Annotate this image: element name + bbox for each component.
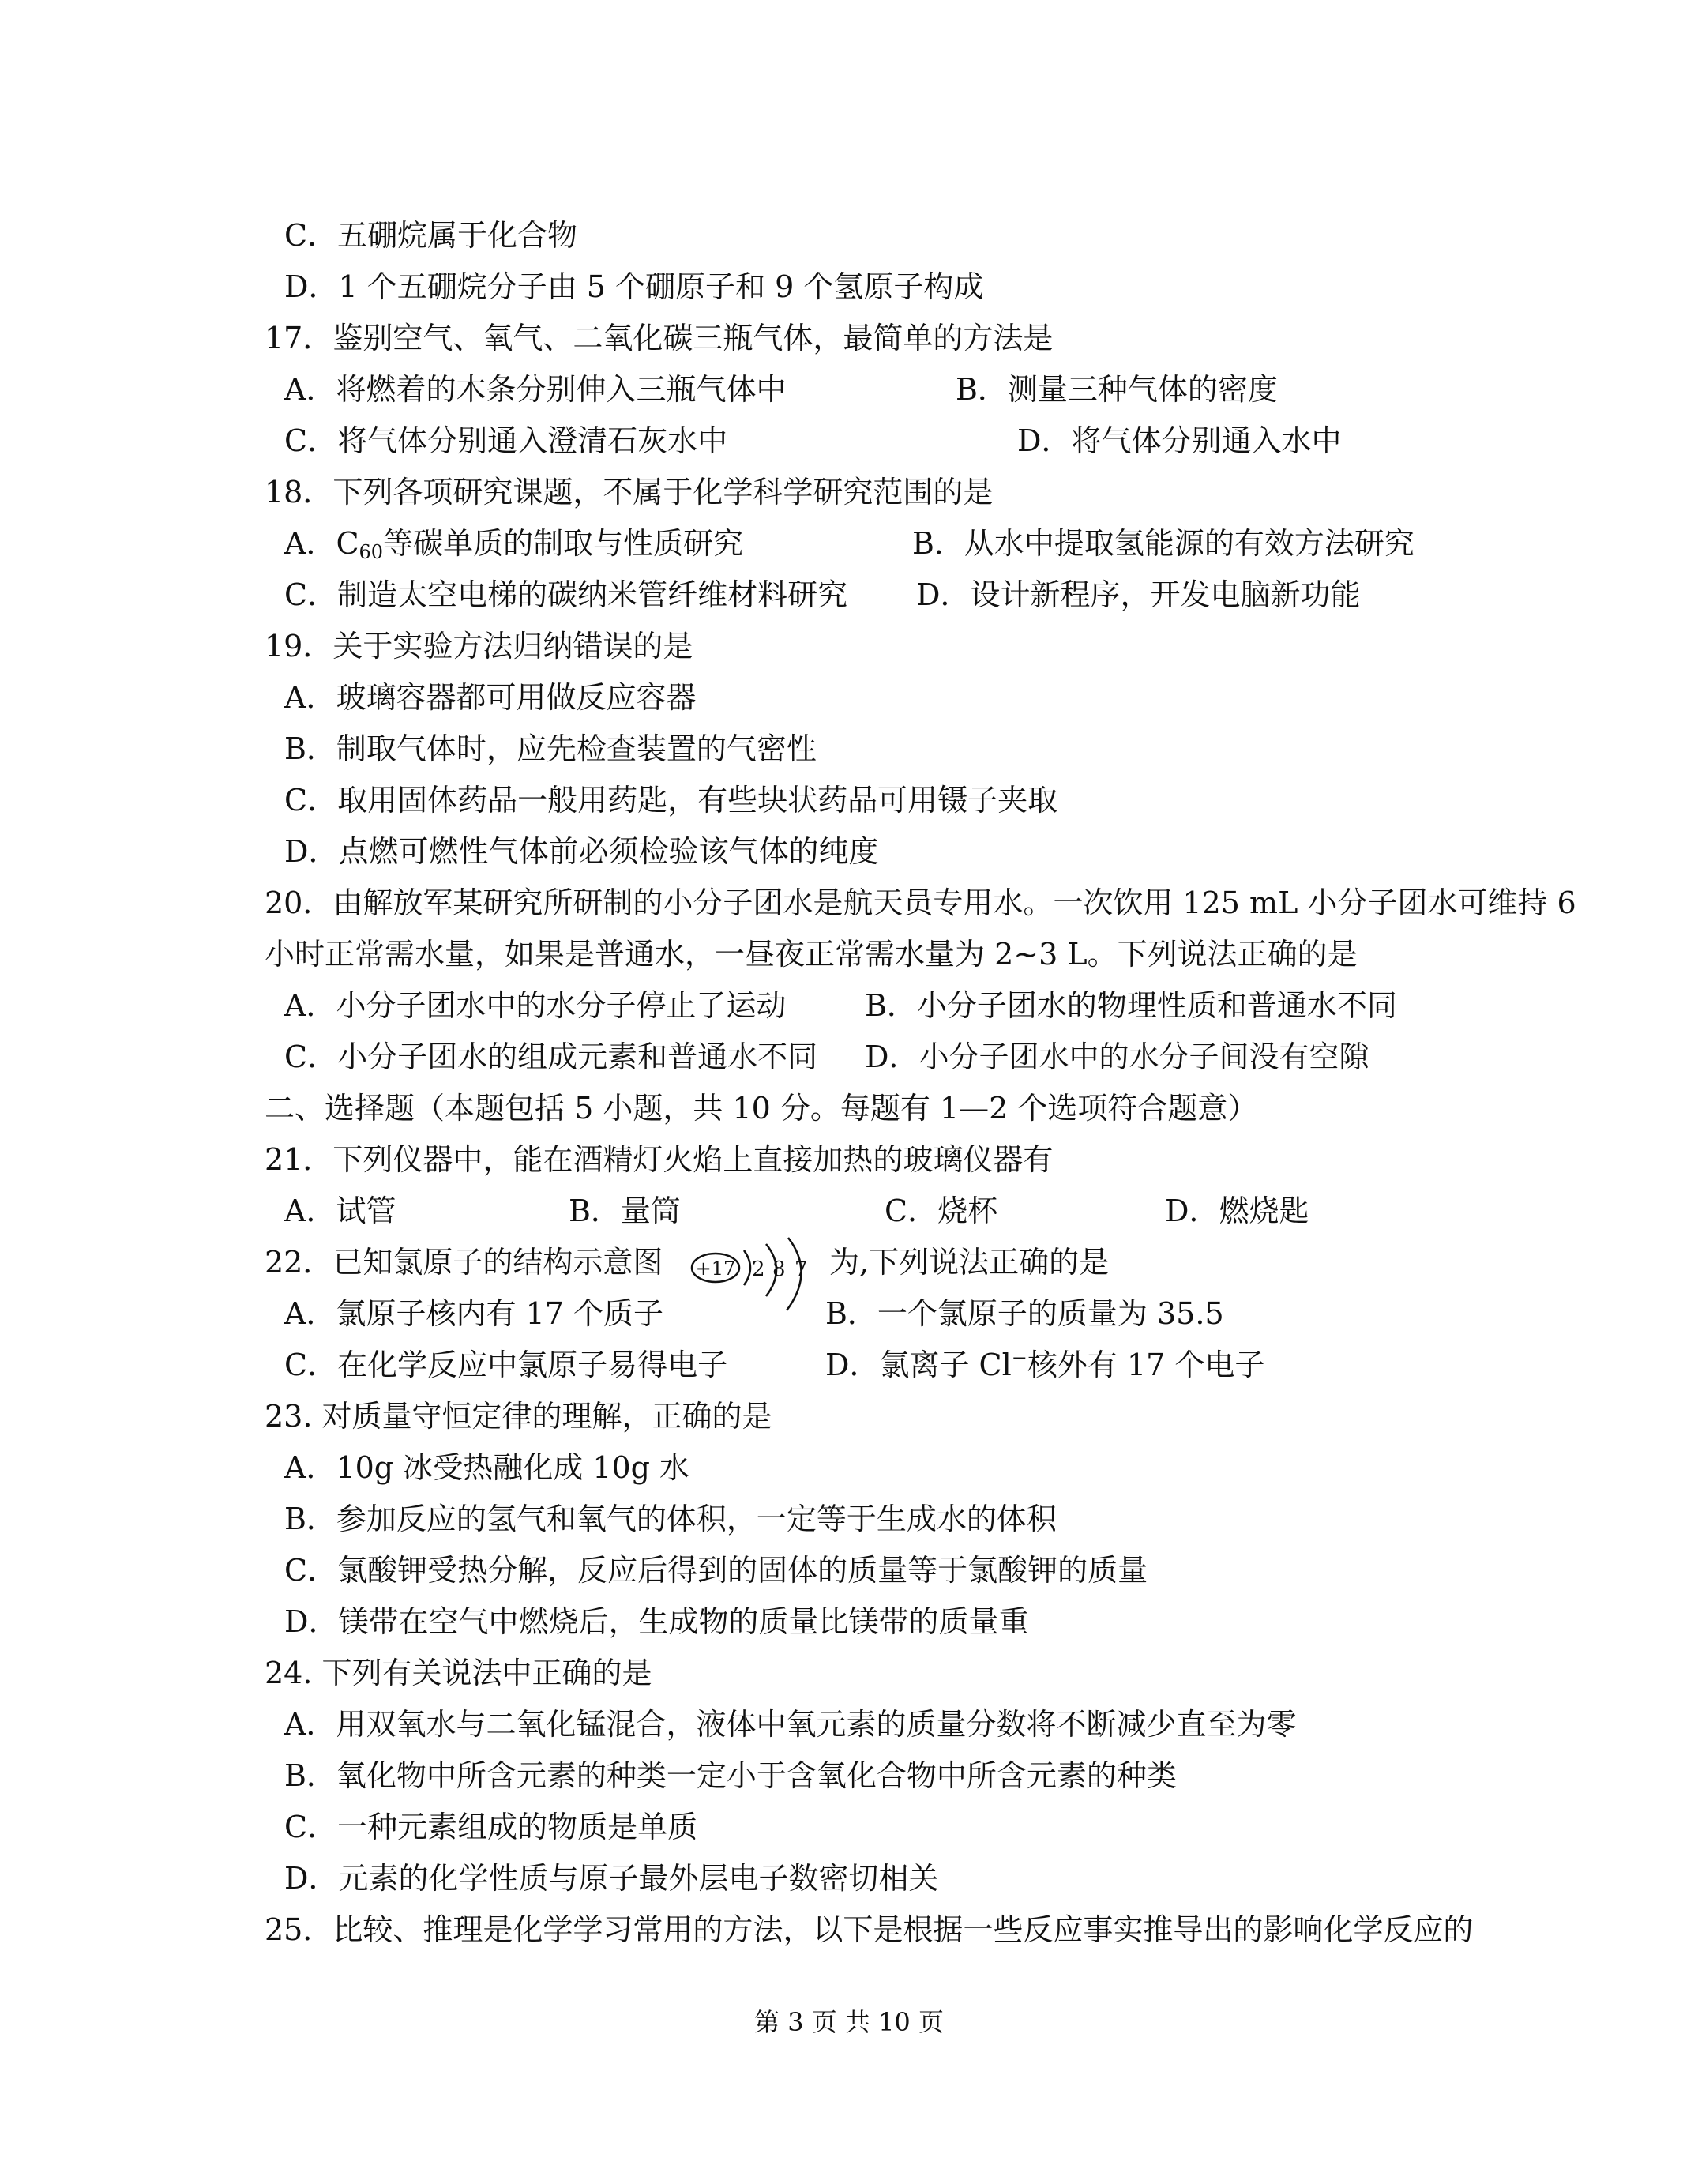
chlorine-atom-structure-diagram <box>689 1235 815 1314</box>
q24-stem: 24. 下列有关说法中正确的是 <box>265 1656 652 1690</box>
q18-option-a-suffix: 等碳单质的制取与性质研究 <box>383 526 744 561</box>
q25-stem: 25．比较、推理是化学学习常用的方法，以下是根据一些反应事实推导出的影响化学反应的 <box>265 1912 1474 1947</box>
q20-option-b: B．小分子团水的物理性质和普通水不同 <box>865 988 1397 1023</box>
q21-option-c: C．烧杯 <box>885 1193 998 1228</box>
q22-option-b: B．一个氯原子的质量为 35.5 <box>825 1296 1224 1331</box>
q22-option-d <box>825 1347 1264 1383</box>
q18-option-c: C．制造太空电梯的碳纳米管纤维材料研究 <box>284 577 848 612</box>
q23-stem: 23. 对质量守恒定律的理解，正确的是 <box>265 1399 772 1434</box>
q24-option-b: B．氧化物中所含元素的种类一定小于含氧化合物中所含元素的种类 <box>284 1758 1177 1793</box>
nucleus-charge-label: +17 <box>695 1257 736 1280</box>
q16-option-d: D．1 个五硼烷分子由 5 个硼原子和 9 个氢原子构成 <box>284 269 984 304</box>
q17-option-a: A．将燃着的木条分别伸入三瓶气体中 <box>284 372 787 407</box>
q20-option-d: D．小分子团水中的水分子间没有空隙 <box>865 1039 1369 1074</box>
q19-stem: 19．关于实验方法归纳错误的是 <box>265 629 693 663</box>
q23-option-b: B．参加反应的氢气和氧气的体积，一定等于生成水的体积 <box>284 1502 1057 1536</box>
q18-stem: 18．下列各项研究课题，不属于化学科学研究范围的是 <box>265 475 994 509</box>
q17-option-b: B．测量三种气体的密度 <box>956 372 1278 407</box>
q22-stem-suffix: 为,下列说法正确的是 <box>829 1245 1110 1280</box>
q20-stem-line1: 20．由解放军某研究所研制的小分子团水是航天员专用水。一次饮用 125 mL 小分子团水可维持 6 <box>265 885 1576 920</box>
q24-option-a: A．用双氧水与二氧化锰混合，液体中氧元素的质量分数将不断减少直至为零 <box>284 1707 1297 1742</box>
q20-option-c: C．小分子团水的组成元素和普通水不同 <box>284 1039 818 1074</box>
q22-option-d-suffix: 核外有 17 个电子 <box>1027 1348 1265 1382</box>
q17-stem: 17．鉴别空气、氧气、二氧化碳三瓶气体，最简单的方法是 <box>265 321 1054 355</box>
q21-stem: 21．下列仪器中，能在酒精灯火焰上直接加热的玻璃仪器有 <box>265 1142 1054 1177</box>
q21-option-d: D．燃烧匙 <box>1165 1193 1309 1228</box>
q16-option-c: C．五硼烷属于化合物 <box>284 218 578 253</box>
q19-option-b: B．制取气体时，应先检查装置的气密性 <box>284 731 817 766</box>
q23-option-a: A．10g 冰受热融化成 10g 水 <box>284 1450 690 1485</box>
electron-shell-1-count: 2 <box>752 1257 765 1281</box>
q20-stem-line2: 小时正常需水量，如果是普通水，一昼夜正常需水量为 2~3 L。下列说法正确的是 <box>265 937 1358 972</box>
q21-option-b: B．量筒 <box>569 1193 681 1228</box>
q22-option-a: A．氯原子核内有 17 个质子 <box>284 1296 663 1331</box>
q22-option-c: C．在化学反应中氯原子易得电子 <box>284 1348 728 1382</box>
q24-option-c: C．一种元素组成的物质是单质 <box>284 1810 698 1844</box>
q24-option-d: D．元素的化学性质与原子最外层电子数密切相关 <box>284 1861 939 1896</box>
q18-option-b: B．从水中提取氢能源的有效方法研究 <box>912 526 1414 561</box>
q23-option-c: C．氯酸钾受热分解，反应后得到的固体的质量等于氯酸钾的质量 <box>284 1553 1148 1588</box>
q22-option-d-prefix: D．氯离子 Cl <box>825 1348 1012 1382</box>
q18-option-d: D．设计新程序，开发电脑新功能 <box>916 577 1361 612</box>
page-number-footer: 第 3 页 共 10 页 <box>754 2007 944 2037</box>
electron-shell-3-count: 7 <box>795 1257 808 1281</box>
q17-option-d: D．将气体分别通入水中 <box>1017 423 1342 458</box>
q23-option-d: D．镁带在空气中燃烧后，生成物的质量比镁带的质量重 <box>284 1604 1029 1639</box>
q18-option-a-prefix: A．C <box>284 526 359 561</box>
electron-shell-1-arc <box>744 1250 750 1285</box>
q17-option-c: C．将气体分别通入澄清石灰水中 <box>284 423 728 458</box>
q19-option-a: A．玻璃容器都可用做反应容器 <box>284 680 697 715</box>
q22-option-d-superscript: − <box>1011 1347 1027 1369</box>
q21-option-a: A．试管 <box>284 1193 396 1228</box>
section-2-heading: 二、选择题（本题包括 5 小题，共 10 分。每题有 1—2 个选项符合题意） <box>265 1091 1258 1126</box>
q18-option-a-subscript: 60 <box>359 541 384 563</box>
q20-option-a: A．小分子团水中的水分子停止了运动 <box>284 988 787 1023</box>
q19-option-d: D．点燃可燃性气体前必须检验该气体的纯度 <box>284 834 879 869</box>
q22-stem-prefix: 22．已知氯原子的结构示意图 <box>265 1245 663 1280</box>
electron-shell-2-count: 8 <box>772 1257 786 1281</box>
q19-option-c: C．取用固体药品一般用药匙，有些块状药品可用镊子夹取 <box>284 783 1058 818</box>
q18-option-a <box>284 525 743 562</box>
